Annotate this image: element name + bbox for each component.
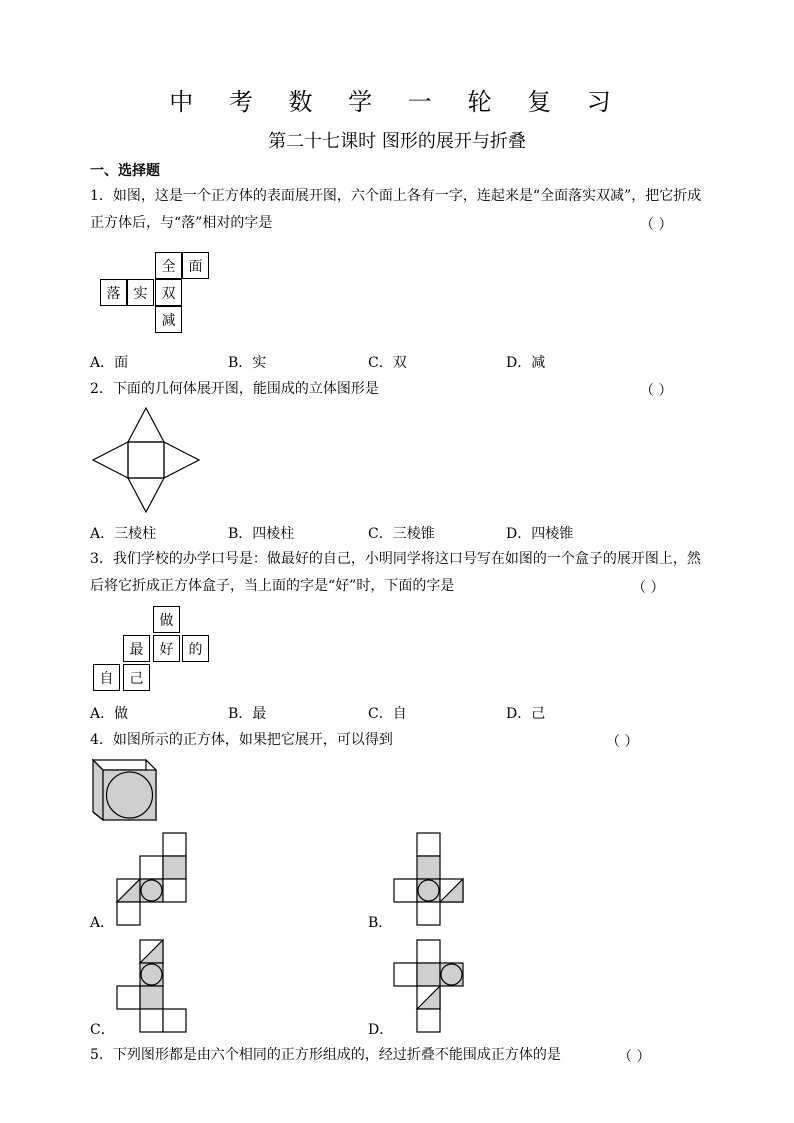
q2-option-c[interactable]: C．三棱锥 [368, 526, 435, 542]
q3-option-d[interactable]: D．己 [506, 706, 546, 722]
q4-option-a[interactable]: A． [90, 915, 115, 931]
q4-option-b[interactable]: B． [368, 915, 393, 931]
net-cell: 实 [127, 279, 154, 306]
q4-reference-cube [93, 760, 156, 820]
q5-answer-paren: （ ） [618, 1049, 651, 1065]
q4-line1: 4．如图所示的正方体，如果把它展开，可以得到 [90, 732, 393, 748]
net-cell: 自 [93, 664, 120, 691]
q1-option-d[interactable]: D．减 [506, 355, 546, 371]
q4-option-b-net [394, 833, 463, 925]
q3-answer-paren: （ ） [632, 580, 665, 596]
net-cell: 全 [155, 252, 182, 279]
q3-line1: 3．我们学校的办学口号是：做最好的自己，小明同学将这口号写在如图的一个盒子的展开图上，然 [90, 551, 701, 567]
q1-option-c[interactable]: C．双 [368, 355, 407, 371]
q1-line1: 1．如图，这是一个正方体的表面展开图，六个面上各有一字，连起来是“全面落实双减”，把它折成 [90, 188, 702, 204]
q1-line2: 正方体后，与“落”相对的字是 [90, 215, 273, 231]
net-cell: 好 [153, 635, 180, 662]
q4-option-c-net [117, 940, 186, 1032]
net-cell: 落 [100, 279, 127, 306]
q4-option-c[interactable]: C． [90, 1022, 115, 1038]
page-subtitle: 第二十七课时 图形的展开与折叠 [268, 131, 526, 152]
net-cell: 减 [155, 306, 182, 333]
q3-option-a[interactable]: A．做 [90, 706, 129, 722]
q3-option-b[interactable]: B．最 [228, 706, 267, 722]
page-title: 中 考 数 学 一 轮 复 习 [169, 88, 625, 116]
q1-answer-paren: （ ） [640, 217, 673, 233]
q3-option-c[interactable]: C．自 [368, 706, 407, 722]
q2-answer-paren: （ ） [640, 383, 673, 399]
q4-option-a-net [117, 833, 186, 925]
q4-option-d[interactable]: D． [368, 1022, 394, 1038]
q5-line1: 5．下列图形都是由六个相同的正方形组成的，经过折叠不能围成正方体的是 [90, 1047, 561, 1063]
net-cell: 双 [155, 279, 182, 306]
q1-option-b[interactable]: B．实 [228, 355, 267, 371]
q3-line2: 后将它折成正方体盒子，当上面的字是“好”时，下面的字是 [90, 578, 455, 594]
section-heading: 一、选择题 [90, 163, 160, 179]
net-cell: 的 [182, 635, 209, 662]
q4-option-d-net [394, 940, 463, 1032]
q2-option-d[interactable]: D．四棱锥 [506, 526, 574, 542]
net-cell: 己 [123, 664, 150, 691]
q2-option-a[interactable]: A．三棱柱 [90, 526, 157, 542]
net-cell: 面 [182, 252, 209, 279]
net-cell: 最 [123, 635, 150, 662]
q2-line1: 2．下面的几何体展开图，能围成的立体图形是 [90, 381, 379, 397]
q1-option-a[interactable]: A．面 [90, 355, 129, 371]
q2-option-b[interactable]: B．四棱柱 [228, 526, 295, 542]
net-cell: 做 [153, 606, 180, 633]
q4-answer-paren: （ ） [606, 734, 639, 750]
